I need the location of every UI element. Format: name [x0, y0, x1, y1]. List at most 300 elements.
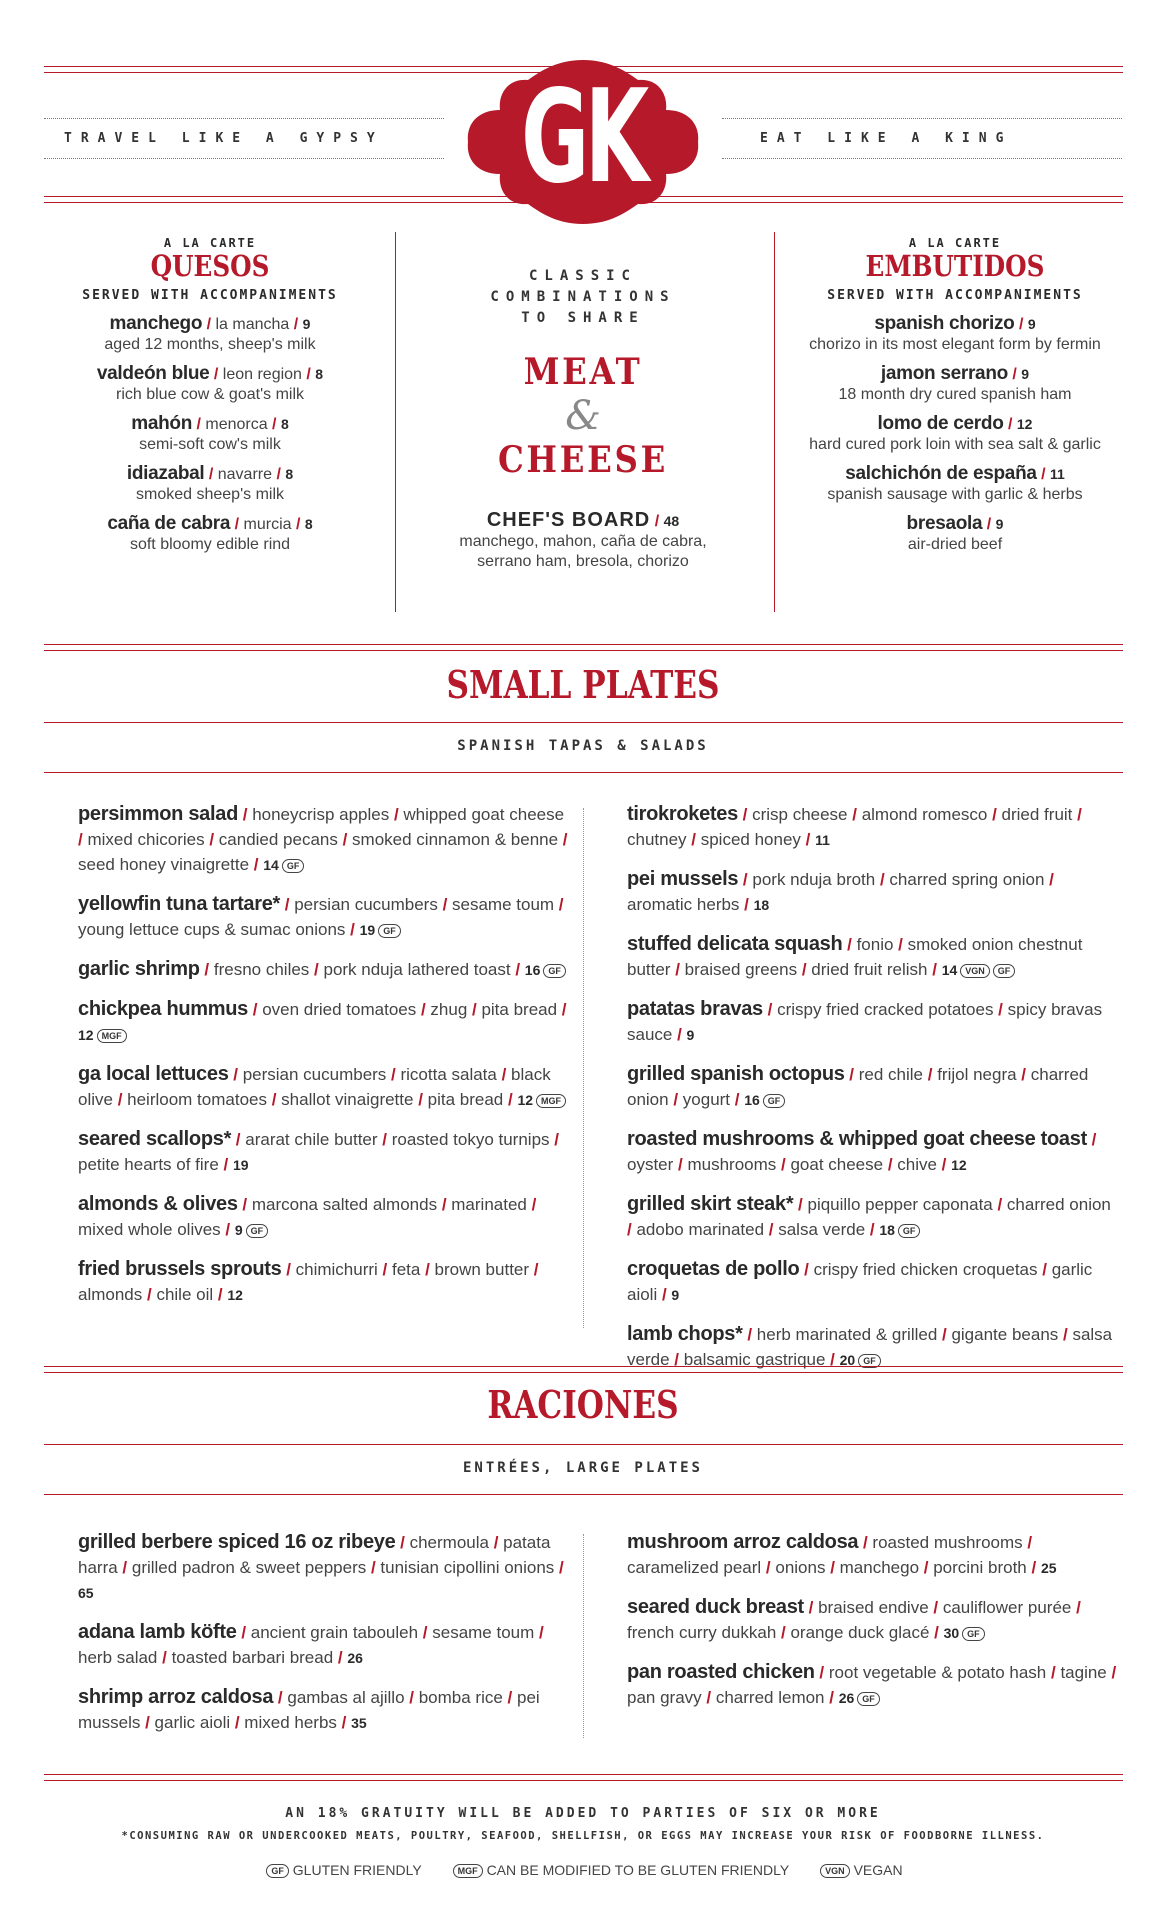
embutido-item	[790, 513, 1120, 555]
slash: /	[366, 1558, 381, 1577]
slash: /	[377, 1260, 392, 1279]
slash: /	[266, 1090, 282, 1109]
embutidos-column	[790, 236, 1120, 563]
menu-item-detail: chimichurri	[295, 1260, 378, 1279]
quesos-title: QUESOS	[150, 249, 270, 283]
menu-item-name: ga local lettuces	[78, 1063, 229, 1085]
menu-item-price: 18	[753, 897, 770, 913]
menu-item-detail: ancient grain tabouleh	[250, 1623, 419, 1642]
slash: /	[1106, 1663, 1117, 1682]
menu-item-detail: salsa verde	[627, 1325, 1113, 1369]
menu-item-detail: mixed whole olives	[78, 1220, 221, 1239]
menu-item-detail: charred lemon	[715, 1688, 825, 1707]
menu-item-detail: charred onion	[627, 1065, 1089, 1109]
slash: /	[825, 1558, 840, 1577]
slash: /	[1007, 366, 1022, 383]
menu-item-detail: fonio	[856, 935, 894, 954]
slash: /	[273, 1688, 288, 1707]
legend-badge-icon: GF	[266, 1864, 289, 1878]
small-plates-subtitle: SPANISH TAPAS & SALADS	[457, 738, 709, 754]
diet-badge-icon: GF	[993, 964, 1016, 978]
menu-item	[627, 997, 1117, 1048]
slash: /	[742, 1325, 757, 1344]
menu-item-price: 16	[524, 962, 541, 978]
slash: /	[865, 1220, 880, 1239]
tagline-right: EAT LIKE A KING	[760, 131, 1013, 146]
embutido-desc: chorizo in its most elegant form by fermin	[809, 336, 1101, 353]
menu-item-price: 26	[838, 1690, 855, 1706]
menu-item	[78, 892, 568, 943]
queso-name: manchego	[109, 313, 203, 334]
menu-item-detail: almonds	[78, 1285, 143, 1304]
slash: /	[291, 516, 305, 533]
slash: /	[437, 895, 453, 914]
menu-item-detail: smoked cinnamon & benne	[352, 830, 559, 849]
menu-item-name: grilled skirt steak*	[627, 1193, 794, 1215]
queso-name: mahón	[131, 413, 193, 434]
menu-item	[78, 957, 568, 983]
menu-item-detail: crispy fried chicken croquetas	[813, 1260, 1038, 1279]
embutido-desc: 18 month dry cured spanish ham	[838, 386, 1072, 403]
column-divider-left	[395, 232, 396, 612]
menu-item-detail: yogurt	[682, 1090, 731, 1109]
menu-item-name: lamb chops*	[627, 1323, 743, 1345]
menu-item-detail: herb marinated & grilled	[756, 1325, 938, 1344]
queso-price: 8	[285, 466, 294, 482]
slash: /	[1036, 466, 1050, 483]
raciones-title: RACIONES	[487, 1382, 679, 1427]
menu-item-detail: ricotta salata	[400, 1065, 497, 1084]
meat-heading: MEAT	[523, 351, 643, 393]
menu-item-detail: pita bread	[481, 1000, 558, 1019]
menu-item-name: grilled berbere spiced 16 oz ribeye	[78, 1531, 396, 1553]
menu-item-name: grilled spanish octopus	[627, 1063, 845, 1085]
menu-item-detail: cauliflower purée	[942, 1598, 1072, 1617]
menu-item-detail: spicy bravas sauce	[627, 1000, 1103, 1044]
menu-item-detail: dried fruit	[1001, 805, 1073, 824]
menu-item-detail: braised greens	[684, 960, 798, 979]
logo-letters: GK	[521, 63, 645, 212]
diet-badge-icon: GF	[858, 1354, 881, 1368]
menu-item-detail: chermoula	[409, 1533, 489, 1552]
raciones-top-rule	[44, 1366, 1123, 1373]
slash: /	[549, 1130, 559, 1149]
queso-desc: semi-soft cow's milk	[139, 436, 281, 453]
header-dotted-right-2	[722, 158, 1122, 159]
embutidos-a-la-carte: A LA CARTE	[908, 236, 1002, 250]
menu-item-price: 35	[351, 1715, 367, 1731]
menu-item-detail: mushrooms	[687, 1155, 777, 1174]
legend-item	[450, 1862, 790, 1878]
menu-item	[627, 1595, 1127, 1646]
slash: /	[844, 1065, 859, 1084]
embutido-name: bresaola	[906, 513, 983, 534]
raciones-subtitle: ENTRÉES, LARGE PLATES	[462, 1460, 703, 1476]
menu-item-detail: aromatic herbs	[627, 895, 740, 914]
menu-item-price: 9	[671, 1287, 680, 1303]
slash: /	[389, 805, 404, 824]
menu-item-detail: braised endive	[818, 1598, 929, 1617]
embutido-name: jamon serrano	[880, 363, 1008, 384]
menu-item-detail: root vegetable & potato hash	[828, 1663, 1047, 1682]
menu-item-price: 18	[879, 1222, 895, 1238]
slash: /	[858, 1533, 873, 1552]
header-dotted-right	[722, 118, 1122, 119]
small-plates-bottom-rule	[44, 772, 1123, 773]
embutido-desc: hard cured pork loin with sea salt & garlic	[809, 436, 1101, 453]
slash: /	[875, 870, 890, 889]
menu-item-detail: charred onion	[1006, 1195, 1111, 1214]
slash: /	[776, 1155, 791, 1174]
small-plates-right-column	[627, 802, 1117, 1387]
slash: /	[1003, 416, 1017, 433]
slash: /	[799, 1260, 814, 1279]
embutido-name: spanish chorizo	[874, 313, 1015, 334]
slash: /	[669, 1350, 684, 1369]
slash: /	[987, 805, 1002, 824]
slash: /	[1026, 1558, 1041, 1577]
embutido-desc: air-dried beef	[907, 536, 1003, 553]
embutido-price: 9	[995, 516, 1004, 532]
slash: /	[936, 1155, 952, 1174]
menu-item	[78, 1257, 568, 1308]
slash: /	[199, 960, 214, 979]
menu-item-price: 20	[839, 1352, 856, 1368]
menu-item-detail: toasted barbari bread	[171, 1648, 334, 1667]
menu-item-detail: roasted tokyo turnips	[391, 1130, 550, 1149]
slash: /	[1086, 1130, 1097, 1149]
slash: /	[554, 895, 564, 914]
legend-text: VEGAN	[853, 1862, 903, 1878]
menu-item-detail: persian cucumbers	[242, 1065, 387, 1084]
menu-item-price: 12	[517, 1092, 534, 1108]
slash: /	[204, 466, 218, 483]
menu-item-detail: frijol negra	[937, 1065, 1017, 1084]
quesos-subtitle: SERVED WITH ACCOMPANIMENTS	[82, 288, 338, 303]
menu-item	[78, 802, 568, 878]
menu-item-name: persimmon salad	[78, 803, 239, 825]
menu-item-detail: pan gravy	[627, 1688, 702, 1707]
chefs-board	[420, 509, 746, 572]
queso-item	[60, 313, 360, 355]
menu-item-detail: crispy fried cracked potatoes	[777, 1000, 994, 1019]
slash: /	[800, 830, 816, 849]
menu-item-price: 9	[234, 1222, 243, 1238]
menu-item-price: 19	[232, 1157, 249, 1173]
queso-desc: soft bloomy edible rind	[129, 536, 291, 553]
menu-item-detail: goat cheese	[790, 1155, 884, 1174]
menu-item	[78, 1530, 568, 1606]
raciones-divider	[583, 1534, 584, 1738]
menu-item-detail: caramelized pearl	[627, 1558, 762, 1577]
embutido-price: 11	[1050, 466, 1065, 482]
raciones-bottom-rule	[44, 1494, 1123, 1495]
slash: /	[416, 1000, 431, 1019]
menu-item-detail: petite hearts of fire	[78, 1155, 219, 1174]
menu-item-detail: pork nduja broth	[752, 870, 876, 889]
embutido-price: 9	[1021, 366, 1030, 382]
header-dotted-left-2	[44, 158, 444, 159]
menu-item-price: 12	[227, 1287, 243, 1303]
slash: /	[213, 1285, 228, 1304]
slash: /	[248, 1000, 263, 1019]
slash: /	[502, 1688, 517, 1707]
menu-item-price: 14	[263, 857, 279, 873]
menu-item	[78, 1192, 568, 1243]
menu-item-detail: french curry dukkah	[627, 1623, 777, 1642]
menu-item-detail: feta	[392, 1260, 421, 1279]
slash: /	[309, 960, 324, 979]
slash: /	[230, 1713, 245, 1732]
queso-origin: murcia	[243, 516, 292, 533]
slash: /	[496, 1065, 512, 1084]
queso-origin: leon region	[222, 366, 302, 383]
slash: /	[204, 830, 219, 849]
embutidos-list	[790, 313, 1120, 555]
menu-item-price: 19	[359, 922, 376, 938]
menu-item-detail: grilled padron & sweet peppers	[131, 1558, 367, 1577]
menu-item-detail: persian cucumbers	[294, 895, 438, 914]
slash: /	[345, 920, 360, 939]
menu-item	[78, 1062, 568, 1113]
slash: /	[236, 1623, 251, 1642]
slash: /	[488, 1533, 504, 1552]
slash: /	[386, 1065, 401, 1084]
queso-name: idiazabal	[126, 463, 205, 484]
menu-item-price: 9	[686, 1027, 695, 1043]
slash: /	[824, 1688, 839, 1707]
embutido-item	[790, 463, 1120, 505]
queso-item	[60, 363, 360, 405]
menu-item-detail: gambas al ajillo	[287, 1688, 405, 1707]
slash: /	[797, 960, 812, 979]
queso-origin: navarre	[217, 466, 272, 483]
slash: /	[923, 1065, 938, 1084]
small-plates-top-rule	[44, 644, 1123, 651]
legend-text: CAN BE MODIFIED TO BE GLUTEN FRIENDLY	[486, 1862, 790, 1878]
slash: /	[673, 1155, 688, 1174]
menu-item	[78, 997, 568, 1048]
menu-item-name: chickpea hummus	[78, 998, 249, 1020]
queso-name: caña de cabra	[107, 513, 231, 534]
embutido-item	[790, 363, 1120, 405]
classic-line3: TO SHARE	[521, 310, 645, 326]
slash: /	[686, 830, 701, 849]
slash: /	[218, 1155, 233, 1174]
slash: /	[992, 1195, 1007, 1214]
slash: /	[928, 1598, 943, 1617]
slash: /	[1071, 1598, 1081, 1617]
menu-item-detail: young lettuce cups & sumac onions	[78, 920, 346, 939]
menu-item-name: shrimp arroz caldosa	[78, 1686, 274, 1708]
dietary-legend	[0, 1862, 1166, 1878]
column-divider-right	[774, 232, 775, 612]
menu-item-detail: almond romesco	[861, 805, 988, 824]
embutido-desc: spanish sausage with garlic & herbs	[827, 486, 1083, 503]
classic-line1: CLASSIC	[528, 268, 637, 284]
menu-item	[78, 1620, 568, 1671]
slash: /	[982, 516, 996, 533]
menu-item-detail: porcini broth	[933, 1558, 1027, 1577]
menu-item-name: patatas bravas	[627, 998, 763, 1020]
classic-line2: COMBINATIONS	[490, 289, 676, 305]
menu-item-detail: pei mussels	[78, 1688, 540, 1732]
slash: /	[467, 1000, 482, 1019]
menu-item-name: pei mussels	[627, 868, 739, 890]
menu-item	[627, 1660, 1127, 1711]
slash: /	[762, 1000, 778, 1019]
menu-item-name: stuffed delicata squash	[627, 933, 843, 955]
slash: /	[993, 1000, 1008, 1019]
gratuity-notice: AN 18% GRATUITY WILL BE ADDED TO PARTIES OF SIX OR MORE	[285, 1806, 881, 1821]
menu-item-detail: black olive	[78, 1065, 551, 1109]
slash: /	[558, 830, 568, 849]
menu-item-name: adana lamb köfte	[78, 1621, 237, 1643]
slash: /	[228, 1065, 243, 1084]
embutido-item	[790, 413, 1120, 455]
slash: /	[272, 466, 286, 483]
embutido-name: lomo de cerdo	[877, 413, 1004, 434]
diet-badge-icon: GF	[962, 1627, 985, 1641]
slash: /	[418, 1623, 433, 1642]
slash: /	[1016, 1065, 1031, 1084]
menu-item-detail: brown butter	[434, 1260, 530, 1279]
menu-item-detail: orange duck glacé	[790, 1623, 930, 1642]
menu-item-detail: pork nduja lathered toast	[323, 960, 511, 979]
menu-item-detail: onions	[775, 1558, 826, 1577]
legend-item	[817, 1862, 902, 1878]
slash: /	[237, 1195, 252, 1214]
queso-name: valdeón blue	[96, 363, 210, 384]
slash: /	[437, 1195, 452, 1214]
queso-origin: menorca	[205, 416, 268, 433]
slash: /	[289, 316, 303, 333]
slash: /	[1037, 1260, 1052, 1279]
slash: /	[202, 316, 216, 333]
header-dotted-left	[44, 118, 444, 119]
menu-item-detail: shallot vinaigrette	[281, 1090, 414, 1109]
menu-item-detail: chive	[897, 1155, 937, 1174]
diet-badge-icon: GF	[543, 964, 566, 978]
menu-item-detail: marinated	[451, 1195, 527, 1214]
slash: /	[893, 935, 908, 954]
slash: /	[793, 1195, 808, 1214]
embutido-price: 12	[1016, 416, 1033, 432]
embutidos-subtitle: SERVED WITH ACCOMPANIMENTS	[827, 288, 1083, 303]
menu-item-name: mushroom arroz caldosa	[627, 1531, 859, 1553]
cheese-heading: CHEESE	[497, 439, 669, 481]
embutido-name: salchichón de españa	[845, 463, 1037, 484]
diet-badge-icon: GF	[763, 1094, 786, 1108]
chefs-board-name: CHEF'S BOARD	[486, 509, 651, 531]
menu-item-detail: mixed herbs	[244, 1713, 337, 1732]
slash: /	[842, 935, 857, 954]
queso-item	[60, 513, 360, 555]
menu-item-detail: mixed chicories	[87, 830, 205, 849]
slash: /	[737, 805, 753, 824]
slash: /	[192, 416, 206, 433]
slash: /	[730, 1090, 745, 1109]
menu-item	[627, 802, 1117, 853]
diet-badge-icon: GF	[378, 924, 401, 938]
menu-item-name: seared scallops*	[78, 1128, 232, 1150]
slash: /	[209, 366, 223, 383]
menu-item-detail: marcona salted almonds	[251, 1195, 438, 1214]
menu-item	[627, 867, 1117, 918]
menu-item-detail: patata harra	[78, 1533, 551, 1577]
tagline-left: TRAVEL LIKE A GYPSY	[64, 131, 384, 146]
slash: /	[404, 1688, 419, 1707]
menu-item-detail: chutney	[627, 830, 687, 849]
menu-item-price: 14	[941, 962, 958, 978]
menu-item-detail: crisp cheese	[752, 805, 848, 824]
slash: /	[230, 516, 244, 533]
menu-item-detail: oyster	[627, 1155, 674, 1174]
menu-item-price: 16	[744, 1092, 760, 1108]
menu-item-detail: fresno chiles	[213, 960, 310, 979]
menu-item-detail: oven dried tomatoes	[262, 1000, 417, 1019]
slash: /	[337, 830, 353, 849]
legend-text: GLUTEN FRIENDLY	[292, 1862, 422, 1878]
slash: /	[534, 1623, 544, 1642]
menu-item	[627, 1127, 1117, 1178]
menu-item-price: 25	[1040, 1560, 1057, 1576]
slash: /	[413, 1090, 428, 1109]
menu-item	[78, 1685, 568, 1736]
diet-badge-icon: MGF	[97, 1029, 127, 1043]
menu-item-price: 30	[943, 1625, 960, 1641]
menu-item-detail: tunisian cipollini onions	[380, 1558, 555, 1577]
diet-badge-icon: GF	[857, 1692, 880, 1706]
slash: /	[78, 830, 88, 849]
chefs-board-price: 48	[663, 513, 680, 529]
slash: /	[231, 1130, 246, 1149]
legend-item	[263, 1862, 421, 1878]
footer-rule	[44, 1774, 1123, 1781]
menu-item-detail: spiced honey	[700, 830, 801, 849]
slash: /	[814, 1663, 829, 1682]
slash: /	[503, 1090, 518, 1109]
menu-item-price: 12	[951, 1157, 967, 1173]
menu-item-detail: sesame toum	[452, 895, 555, 914]
menu-item-price: 11	[815, 832, 830, 848]
slash: /	[670, 960, 685, 979]
menu-item-name: almonds & olives	[78, 1193, 238, 1215]
slash: /	[627, 1220, 637, 1239]
menu-item-detail: herb salad	[78, 1648, 158, 1667]
menu-item-detail: zhug	[430, 1000, 468, 1019]
slash: /	[557, 1000, 567, 1019]
menu-item	[627, 1192, 1117, 1243]
menu-item-detail: garlic aioli	[627, 1260, 1093, 1304]
menu-item-detail: sesame toum	[432, 1623, 535, 1642]
ampersand: &	[565, 393, 601, 439]
slash: /	[529, 1260, 539, 1279]
queso-price: 8	[280, 416, 289, 432]
menu-item-price: 26	[347, 1650, 363, 1666]
queso-price: 9	[302, 316, 311, 332]
slash: /	[142, 1285, 157, 1304]
slash: /	[112, 1090, 128, 1109]
raciones-mid-rule	[44, 1444, 1123, 1445]
queso-item	[60, 463, 360, 505]
slash: /	[333, 1648, 348, 1667]
menu-item-detail: red chile	[858, 1065, 924, 1084]
quesos-column	[60, 236, 360, 563]
slash: /	[1072, 805, 1082, 824]
slash: /	[672, 1025, 687, 1044]
slash: /	[927, 960, 942, 979]
